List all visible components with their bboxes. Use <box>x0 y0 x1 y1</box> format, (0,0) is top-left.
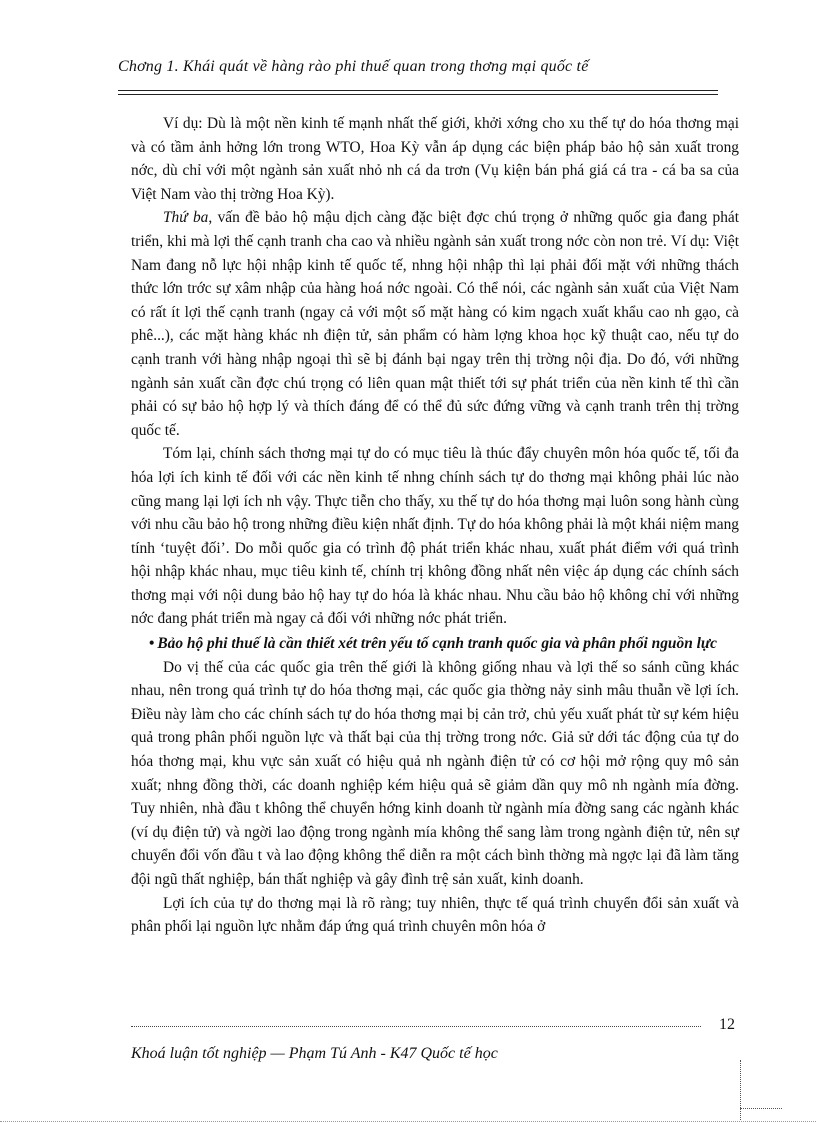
body-text <box>131 112 739 939</box>
footer-thesis-info: Khoá luận tốt nghiệp — Phạm Tú Anh - K47 Quốc tế học <box>131 1045 498 1062</box>
third-point-text: , vấn đề bảo hộ mậu dịch càng đặc biệt đợc chú trọng ở những quốc gia đang phát triển, khi mà lợi thế cạnh tranh cha cao và nhiều ngành sản xuất trong nớc còn non trẻ. Ví dụ: Việt Nam đang nỗ lực hội nhập kinh tế quốc tế, nhng hội nhập thì lại phải đối mặt với những thách thức lớn trớc sự xâm nhập của hàng hoá nớc ngoài. Có thể nói, các ngành sản xuất của Việt Nam có rất ít lợi thế cạnh tranh (ngay cả với một số mặt hàng có kim ngạch xuất khẩu cao nh gạo, cà phê...), các mặt hàng khác nh điện tử, sản phẩm có hàm lợng khoa học kỹ thuật cao, nếu tự do cạnh tranh với hàng nhập ngoại thì sẽ bị đánh bại ngay trên thị trờng nội địa. Do đó, với những ngành sản xuất cần đợc chú trọng có liên quan mật thiết tới sự phát triển của nền kinh tế thì cần phải có sự bảo hộ hợp lý và thích đáng để có thể đủ sức đứng vững và cạnh tranh trên thị trờng quốc tế. <box>131 209 739 439</box>
paragraph-free-trade-benefits: Lợi ích của tự do thơng mại là rõ ràng; tuy nhiên, thực tế quá trình chuyển đổi sản xuất và phân phối lại nguồn lực nhằm đáp ứng quá trình chuyên môn hóa ở <box>131 894 739 936</box>
paragraph-example-usa: Ví dụ: Dù là một nền kinh tế mạnh nhất thế giới, khởi xớng cho xu thế tự do hóa thơng mại và có tầm ảnh hởng lớn trong WTO, Hoa Kỳ vẫn áp dụng các biện pháp bảo hộ sản xuất trong nớc, dù chỉ với một ngành sản xuất nhỏ nh cá da trơn (Vụ kiện bán phá giá cá tra - cá ba sa của Việt Nam vào thị trờng Hoa Kỳ). <box>131 115 739 203</box>
chapter-header: Chơng 1. Khái quát về hàng rào phi thuế quan trong thơng mại quốc tế <box>118 58 589 75</box>
footer-dotted-rule <box>131 1026 701 1027</box>
corner-mark-vertical <box>740 1060 741 1120</box>
corner-mark-horizontal <box>740 1108 782 1109</box>
bullet-icon: • <box>149 635 155 653</box>
bottom-edge-rule <box>0 1121 816 1122</box>
page-number: 12 <box>719 1016 735 1033</box>
paragraph-third-point <box>131 206 739 442</box>
bullet-heading <box>131 632 739 656</box>
bullet-heading-text: Bảo hộ phi thuế là cần thiết xét trên yếu tố cạnh tranh quốc gia và phân phối nguồn lực <box>157 635 717 653</box>
header-double-rule <box>118 90 718 95</box>
paragraph-summary: Tóm lại, chính sách thơng mại tự do có mục tiêu là thúc đẩy chuyên môn hóa quốc tế, tối đa hóa lợi ích kinh tế đối với các nền kinh tế nhng chính sách tự do thơng mại không phải lúc nào cũng mang lại lợi ích nh vậy. Thực tiễn cho thấy, xu thế tự do hóa thơng mại luôn song hành cùng với nhu cầu bảo hộ trong những điều kiện nhất định. Tự do hóa không phải là một khái niệm mang tính ‘tuyệt đối’. Do mỗi quốc gia có trình độ phát triển khác nhau, xuất phát điểm với quá trình hội nhập khác nhau, mục tiêu kinh tế, chính trị không đồng nhất nên việc áp dụng các chính sách thơng mại với nội dung bảo hộ hay tự do hóa là khác nhau. Nhu cầu bảo hộ không chỉ với những nớc đang phát triển mà ngay cả đối với những nớc phát triển. <box>131 445 739 628</box>
third-point-lead: Thứ ba <box>163 209 209 227</box>
paragraph-resource-allocation: Do vị thế của các quốc gia trên thế giới là không giống nhau và lợi thế so sánh cũng khác nhau, nên trong quá trình tự do hóa thơng mại, các quốc gia thờng nảy sinh mâu thuẫn về lợi ích. Điều này làm cho các chính sách tự do hóa thơng mại bị cản trở, chủ yếu xuất phát từ sự kém hiệu quả trong phân phối nguồn lực và thất bại của thị trờng trong nớc. Giả sử dới tác động của tự do hóa thơng mại, khu vực sản xuất có hiệu quả nh ngành điện tử có cơ hội mở rộng quy mô sản xuất; nhng đồng thời, các doanh nghiệp kém hiệu quả sẽ giảm dần quy mô nh ngành mía đờng. Tuy nhiên, nhà đầu t không thể chuyển hớng kinh doanh từ ngành mía đờng sang các ngành khác (ví dụ điện tử) và ngời lao động trong ngành mía không thể sang làm trong ngành điện tử, nên sự chuyển đổi vốn đầu t và lao động không thể diễn ra một cách bình thờng mà ngợc lại đã làm tăng đội ngũ thất nghiệp, bán thất nghiệp và gây đình trệ sản xuất, kinh doanh. <box>131 658 739 888</box>
